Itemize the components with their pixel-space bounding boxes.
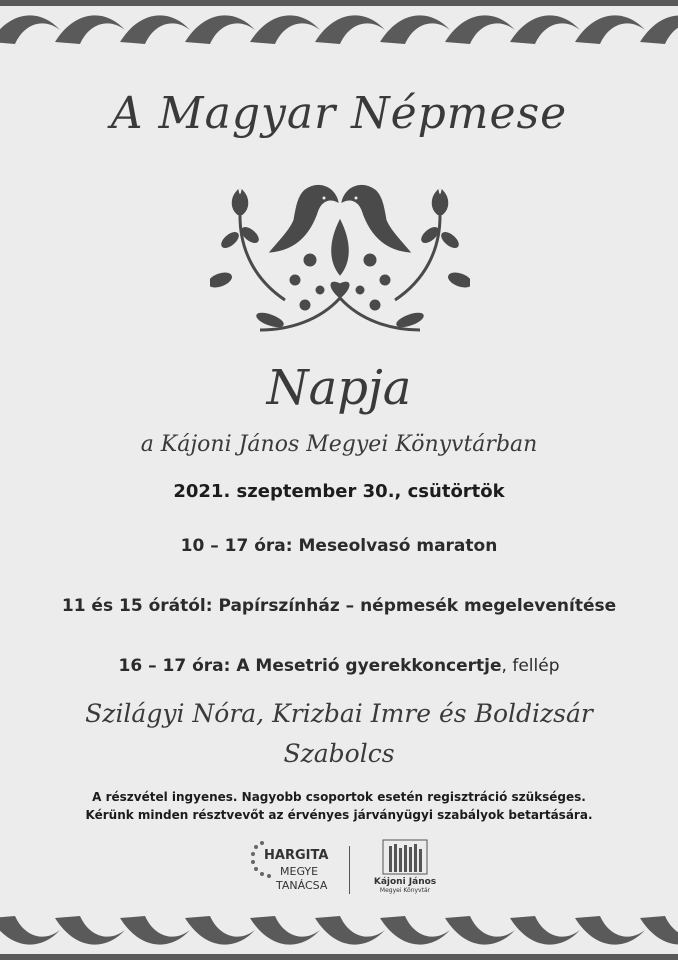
event-item-text: 16 – 17 óra: A Mesetrió gyerekkoncertje: [118, 656, 502, 676]
folk-birds-ornament: [210, 180, 470, 340]
event-item-text: 11 és 15 órától: Papírszínház – népmesék megelevenítése: [61, 596, 617, 616]
library-logo-line-1: Kájoni János: [373, 877, 437, 887]
notice-line-2: Kérünk minden résztvevőt az érvényes járványügyi szabályok betartására.: [85, 808, 593, 822]
notice: [0, 788, 678, 824]
performers: Szilágyi Nóra, Krizbai Imre és Boldizsár Szabolcs: [85, 699, 593, 768]
event-item: [0, 656, 678, 676]
hargita-logo: [250, 838, 350, 898]
hargita-logo-line-1: HARGITA: [264, 848, 329, 863]
hargita-logo-line-2: MEGYE: [280, 865, 319, 878]
event-date: 2021. szeptember 30., csütörtök: [173, 481, 505, 502]
notice-line-1: A részvétel ingyenes. Nagyobb csoportok esetén regisztráció szükséges.: [92, 790, 586, 804]
library-logo-line-2: Megyei Könyvtár: [379, 887, 431, 894]
title-line-1: A Magyar Népmese: [110, 88, 568, 139]
books-icon: [381, 836, 429, 876]
event-item: [0, 596, 678, 616]
event-item-text: 10 – 17 óra: Meseolvasó maraton: [180, 536, 498, 556]
event-item-suffix: , fellép: [501, 656, 560, 676]
bottom-border-ornament: [0, 910, 678, 960]
hargita-logo-line-3: TANÁCSA: [276, 879, 328, 892]
subtitle: a Kájoni János Megyei Könyvtárban: [140, 432, 538, 457]
event-item: [0, 536, 678, 556]
library-logo: [368, 836, 442, 906]
top-border-ornament: [0, 0, 678, 50]
title-line-2: Napja: [266, 360, 412, 416]
logo-divider: [349, 846, 350, 894]
